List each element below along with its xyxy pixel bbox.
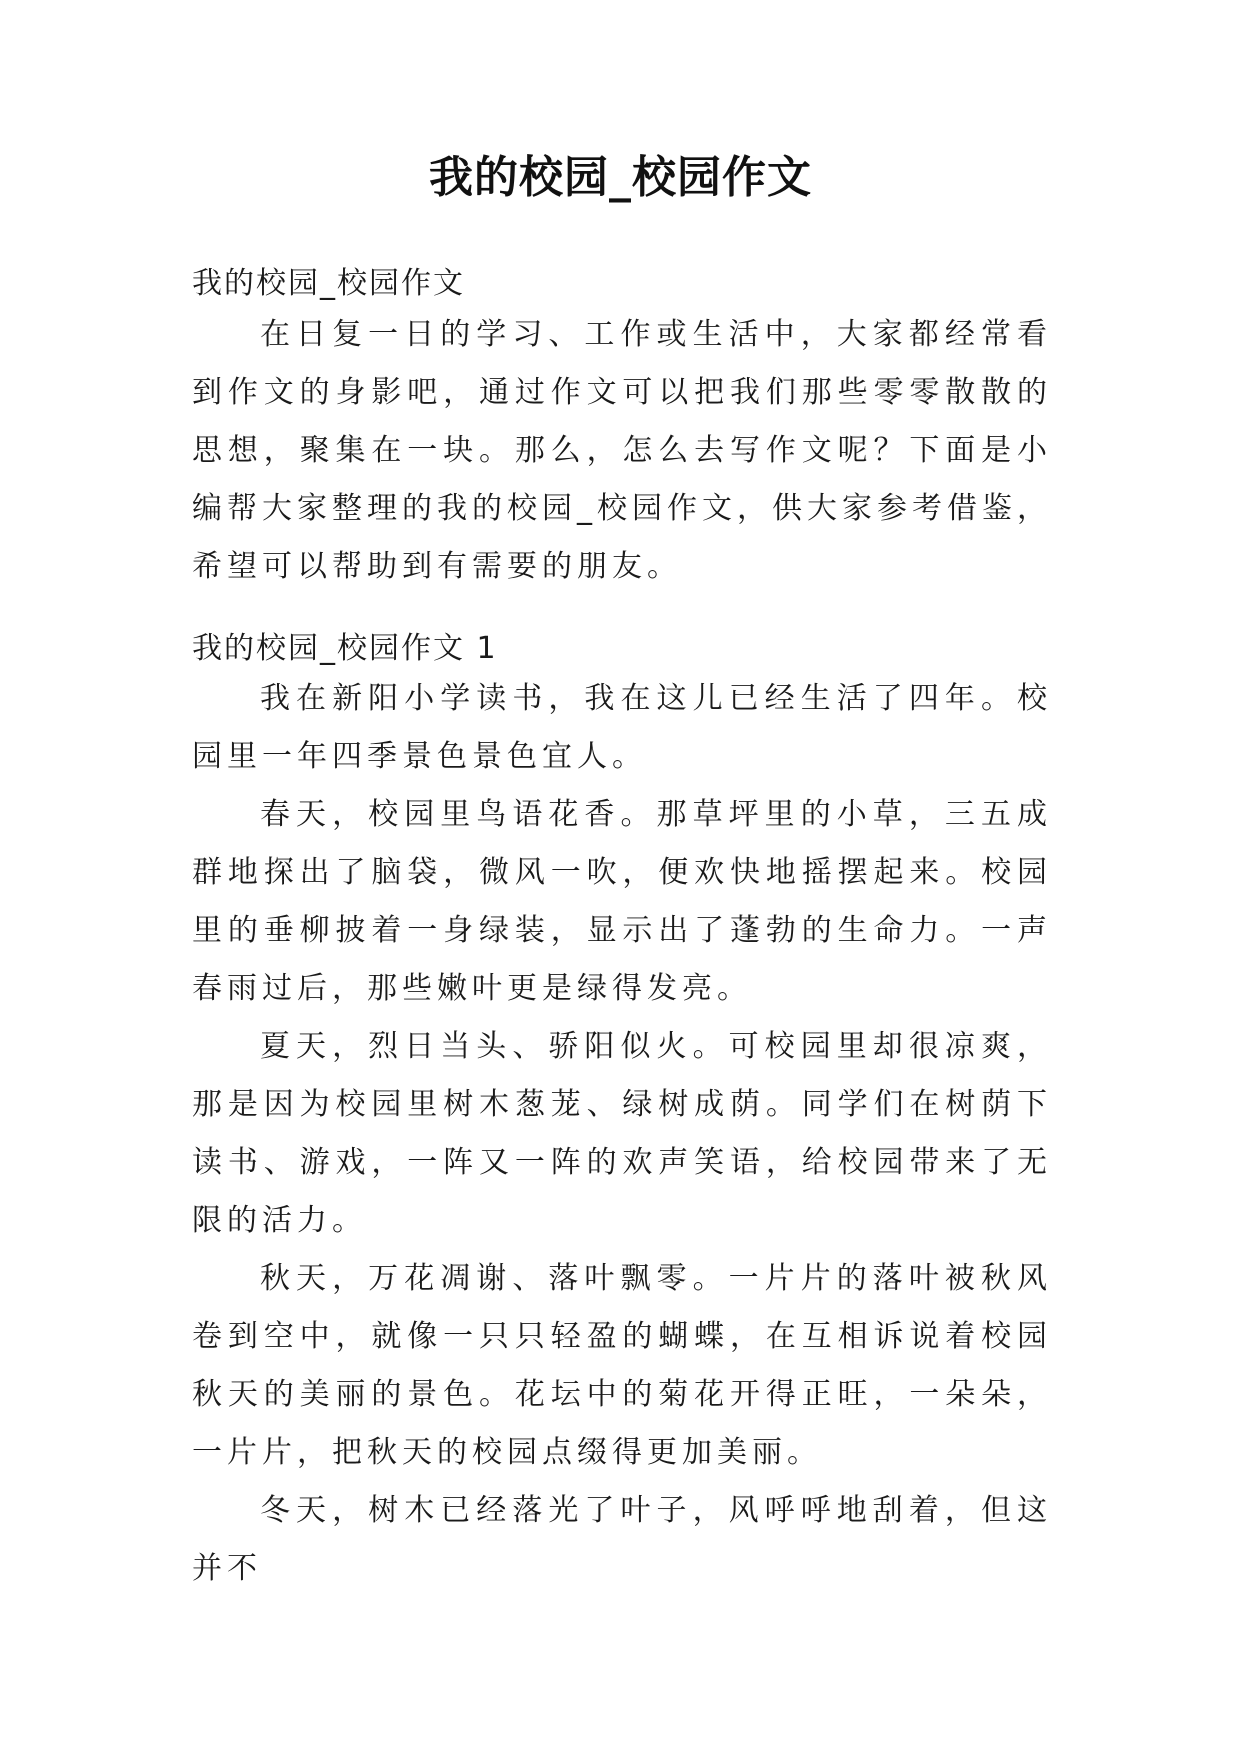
section-1-heading: 我的校园_校园作文 1 [192, 631, 498, 666]
intro-block [192, 306, 1052, 596]
document-title: 我的校园_校园作文 [429, 152, 812, 203]
section-1-paragraph: 春天，校园里鸟语花香。那草坪里的小草，三五成群地探出了脑袋，微风一吹，便欢快地摇摆起来。校园里的垂柳披着一身绿装，显示出了蓬勃的生命力。一声春雨过后，那些嫩叶更是绿得发亮。 [192, 797, 1052, 1006]
intro-paragraph: 在日复一日的学习、工作或生活中，大家都经常看到作文的身影吧，通过作文可以把我们那些零零散散的思想，聚集在一块。那么，怎么去写作文呢？下面是小编帮大家整理的我的校园_校园作文，供大家参考借鉴，希望可以帮助到有需要的朋友。 [192, 317, 1052, 584]
section-1-paragraph: 夏天，烈日当头、骄阳似火。可校园里却很凉爽，那是因为校园里树木葱茏、绿树成荫。同学们在树荫下读书、游戏，一阵又一阵的欢声笑语，给校园带来了无限的活力。 [192, 1029, 1052, 1238]
section-1-paragraph: 秋天，万花凋谢、落叶飘零。一片片的落叶被秋风卷到空中，就像一只只轻盈的蝴蝶，在互相诉说着校园秋天的美丽的景色。花坛中的菊花开得正旺，一朵朵，一片片，把秋天的校园点缀得更加美丽。 [192, 1261, 1052, 1470]
section-1-body [192, 670, 1052, 1598]
intro-heading: 我的校园_校园作文 [192, 266, 465, 301]
section-1-paragraph: 冬天，树木已经落光了叶子，风呼呼地刮着，但这并不 [192, 1493, 1052, 1586]
section-1-paragraph: 我在新阳小学读书，我在这儿已经生活了四年。校园里一年四季景色景色宜人。 [192, 681, 1052, 774]
